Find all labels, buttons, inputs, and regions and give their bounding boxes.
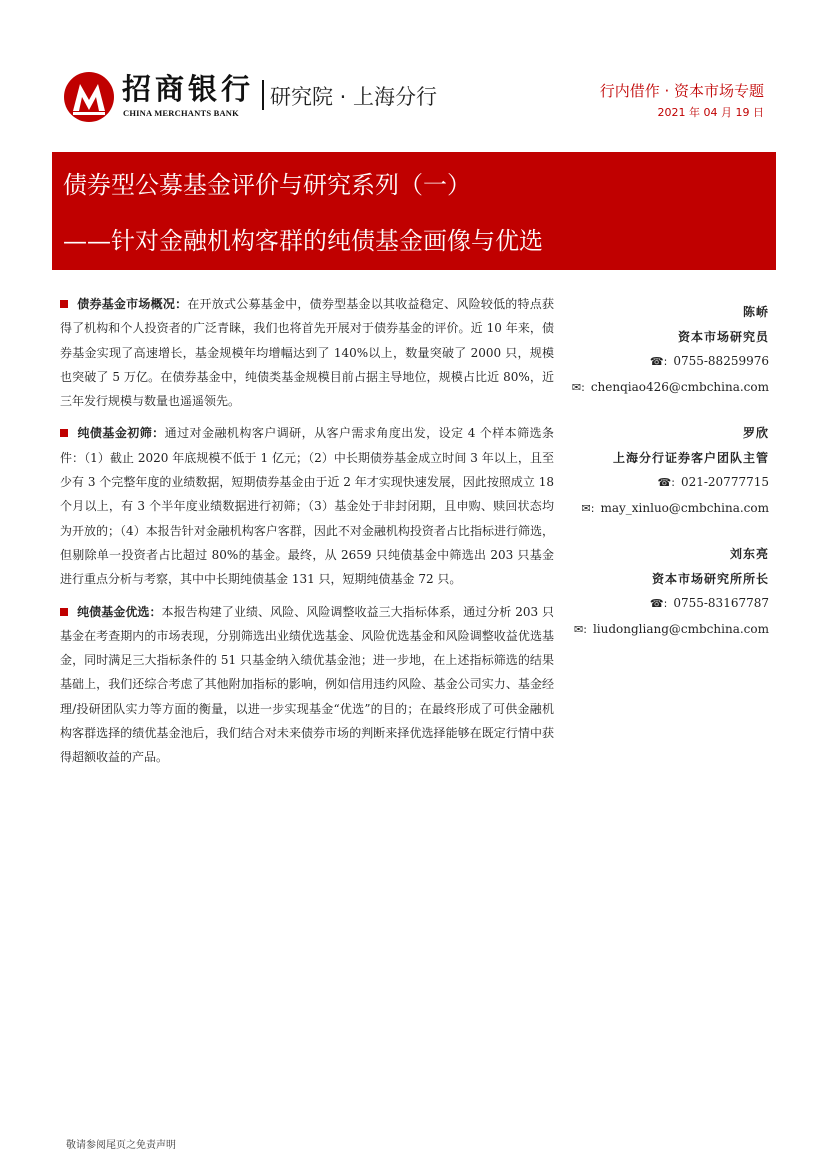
author-email[interactable]: may_xinluo@cmbchina.com xyxy=(600,500,769,515)
header-divider xyxy=(262,80,264,110)
bullet-square-icon xyxy=(60,429,68,437)
section-heading: 纯债基金初筛： xyxy=(77,426,165,441)
phone-icon: ☎: xyxy=(649,597,668,610)
author-name: 刘东亮 xyxy=(729,547,769,561)
author-card xyxy=(569,542,769,642)
summary-section-screening xyxy=(60,421,554,591)
author-card xyxy=(569,421,769,521)
phone-icon: ☎: xyxy=(657,476,675,489)
author-name: 罗欣 xyxy=(742,426,769,440)
title-banner xyxy=(52,152,776,270)
author-phone-row xyxy=(569,591,769,617)
author-title: 上海分行证券客户团队主管 xyxy=(612,450,769,465)
summary-body xyxy=(60,292,554,778)
section-text: 本报告构建了业绩、风险、风险调整收益三大指标体系，通过分析 203 只基金在考查期内的市场表现，分别筛选出业绩优选基金、风险优选基金和风险调整收益优选基金，同时满足三大指标条件的 51 只基金纳入绩优基金池；进一步地，在上述指标筛选的结果基础上，我们还综合考虑了其他附加指标的影响，例如信用违约风险、基金公司实力、基金经理/投研团队实力等方面的衡量，以进一步实现基金“优选”的目的；在最终形成了可供金融机构客群选择的绩优基金池后，我们结合对未来债券市场的判断来择优选择能够在既定行情中获得超额收益的产品。 xyxy=(60,604,554,765)
disclaimer-note: 敬请参阅尾页之免责声明 xyxy=(66,1140,176,1151)
author-phone: 0755-83167787 xyxy=(673,596,769,610)
author-email-row xyxy=(569,496,769,522)
cmb-logo-icon xyxy=(63,71,115,123)
summary-section-selection xyxy=(60,600,554,770)
author-panel xyxy=(569,300,769,663)
author-phone: 021-20777715 xyxy=(680,475,769,489)
department-name: 研究院 · 上海分行 xyxy=(270,85,438,109)
section-text: 通过对金融机构客户调研，从客户需求角度出发，设定 4 个样本筛选条件：（1）截止 2020 年底规模不低于 1 亿元；（2）中长期债券基金成立时间 3 年以上，且至少有 3 个完整年度的业绩数据，短期债券基金由于近 2 年才实现快速发展，因此按照成立 18 个月以上，有 3 个半年度业绩数据进行初筛；（3）基金处于非封闭期，且申购、赎回状态均为开放的；（4）本报告针对金融机构客户客群，因此不对金融机构投资者占比指标进行筛选，但剔除单一投资者占比超过 80%的基金。最终，从 2659 只纯债基金中筛选出 203 只基金进行重点分析与考察，其中中长期纯债基金 131 只，短期纯债基金 72 只。 xyxy=(60,426,554,587)
report-title: 债券型公募基金评价与研究系列（一） xyxy=(63,171,471,199)
author-phone-row xyxy=(569,470,769,496)
author-email-row xyxy=(569,617,769,643)
email-icon: ✉: xyxy=(574,622,587,636)
report-date: 2021 年 04 月 19 日 xyxy=(657,106,764,119)
bank-name-en: CHINA MERCHANTS BANK xyxy=(123,108,239,118)
author-phone: 0755-88259976 xyxy=(673,354,769,368)
page-header xyxy=(0,0,827,150)
report-subtitle: ——针对金融机构客群的纯债基金画像与优选 xyxy=(63,227,543,255)
bullet-square-icon xyxy=(60,300,68,308)
email-icon: ✉: xyxy=(571,380,585,394)
phone-icon: ☎: xyxy=(649,355,668,368)
section-text: 在开放式公募基金中，债券型基金以其收益稳定、风险较低的特点获得了机构和个人投资者的广泛青睐，我们也将首先开展对于债券基金的评价。近 10 年来，债券基金实现了高速增长，基金规模年均增幅达到了 140%以上，数量突破了 2000 只，规模也突破了 5 万亿。在债券基金中，纯债类基金规模目前占据主导地位，规模占比近 80%，近三年发行规模与数量也遥遥领先。 xyxy=(60,297,554,409)
bank-name-cn: 招商银行 xyxy=(122,72,255,106)
report-classification: 行内借作 · 资本市场专题 xyxy=(599,82,764,100)
author-email[interactable]: liudongliang@cmbchina.com xyxy=(592,621,769,636)
author-title: 资本市场研究所所长 xyxy=(651,571,769,586)
author-card xyxy=(569,300,769,400)
author-email[interactable]: chenqiao426@cmbchina.com xyxy=(590,379,769,394)
author-email-row xyxy=(569,375,769,401)
section-heading: 债券基金市场概况： xyxy=(77,297,188,311)
section-heading: 纯债基金优选： xyxy=(77,604,162,619)
author-phone-row xyxy=(569,349,769,375)
summary-section-market xyxy=(60,292,554,413)
author-title: 资本市场研究员 xyxy=(677,329,769,344)
bullet-square-icon xyxy=(60,608,68,616)
author-name: 陈峤 xyxy=(742,305,769,319)
email-icon: ✉: xyxy=(581,501,595,515)
